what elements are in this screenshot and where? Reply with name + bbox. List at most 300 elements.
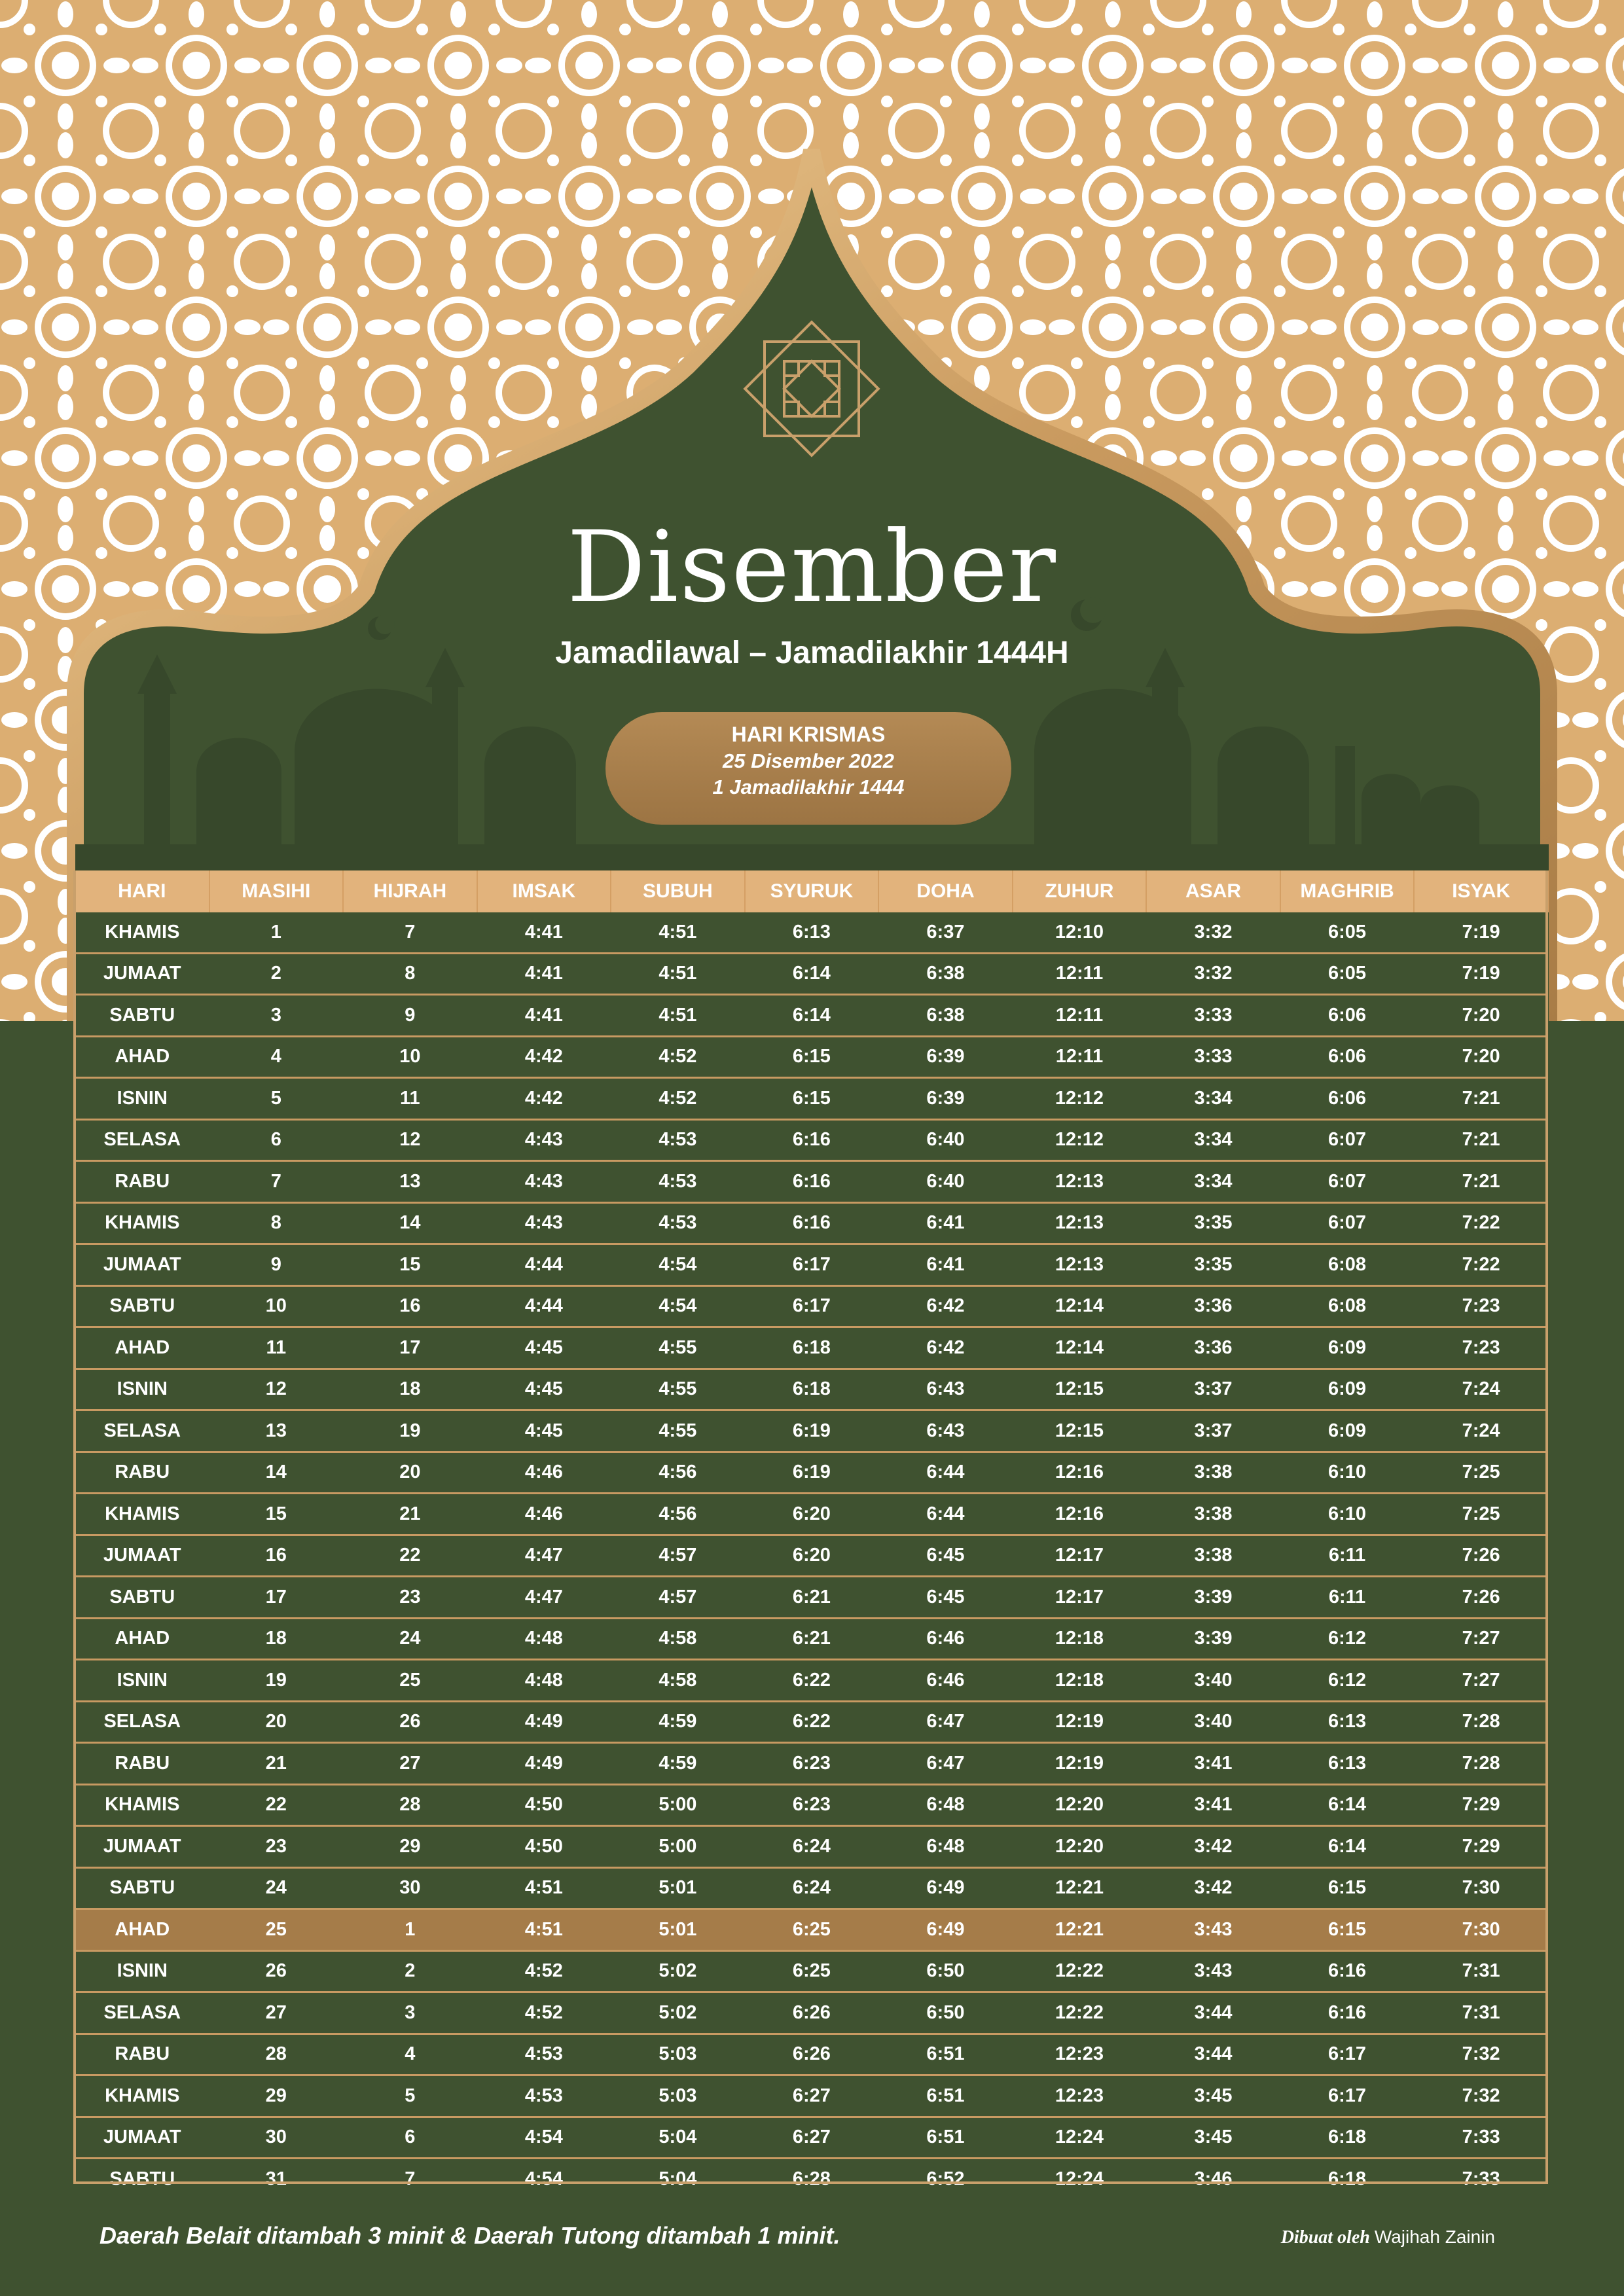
table-cell: 12:24 [1013, 2117, 1147, 2159]
table-cell: SABTU [75, 995, 209, 1037]
table-cell: 4:51 [477, 1867, 611, 1909]
table-cell: 12:13 [1013, 1161, 1147, 1203]
table-cell: 6:06 [1280, 1036, 1415, 1078]
hijri-range: Jamadilawal – Jamadilakhir 1444H [555, 636, 1069, 670]
table-cell: 6:16 [1280, 1950, 1415, 1992]
table-cell: 4:45 [477, 1327, 611, 1369]
table-cell: 6 [209, 1119, 344, 1161]
table-cell: 7:31 [1414, 1992, 1548, 2034]
holiday-hijri-date: 1 Jamadilakhir 1444 [712, 776, 905, 798]
table-cell: 4:46 [477, 1494, 611, 1535]
table-cell: 6:51 [878, 2075, 1013, 2117]
table-cell: 8 [209, 1202, 344, 1244]
table-cell: 4:52 [611, 1078, 745, 1120]
table-cell: 9 [343, 995, 477, 1037]
credit-prefix: Dibuat oleh [1280, 2227, 1370, 2248]
table-cell: 6:27 [745, 2117, 879, 2159]
table-cell: 3:33 [1146, 995, 1280, 1037]
table-cell: 6:08 [1280, 1244, 1415, 1286]
table-cell: SABTU [75, 1577, 209, 1619]
table-cell: 14 [343, 1202, 477, 1244]
table-cell: 3:38 [1146, 1452, 1280, 1494]
table-cell: 4:55 [611, 1327, 745, 1369]
table-cell: 29 [343, 1826, 477, 1868]
table-cell: 6:19 [745, 1410, 879, 1452]
table-cell: 26 [343, 1701, 477, 1743]
table-cell: 7:23 [1414, 1285, 1548, 1327]
table-cell: 12:12 [1013, 1119, 1147, 1161]
table-cell: 6:17 [745, 1244, 879, 1286]
table-cell: 24 [209, 1867, 344, 1909]
table-cell: SABTU [75, 2159, 209, 2199]
table-cell: 3:41 [1146, 1743, 1280, 1785]
table-row [75, 1327, 1548, 1369]
table-cell: 4:52 [611, 1036, 745, 1078]
table-cell: 3:46 [1146, 2159, 1280, 2199]
table-cell: JUMAAT [75, 953, 209, 995]
table-cell: 7:33 [1414, 2117, 1548, 2159]
table-cell: 6:25 [745, 1909, 879, 1951]
table-cell: 6:17 [1280, 2034, 1415, 2075]
table-cell: 28 [209, 2034, 344, 2075]
table-cell: 6:46 [878, 1618, 1013, 1660]
holiday-name: HARI KRISMAS [731, 723, 886, 746]
table-cell: 6:27 [745, 2075, 879, 2117]
table-cell: 6:51 [878, 2117, 1013, 2159]
table-row [75, 1826, 1548, 1868]
table-cell: 7:24 [1414, 1410, 1548, 1452]
table-cell: 12:11 [1013, 995, 1147, 1037]
table-cell: 4:49 [477, 1701, 611, 1743]
table-cell: 4:56 [611, 1452, 745, 1494]
table-cell: 5:03 [611, 2034, 745, 2075]
prayer-times-table [75, 870, 1549, 2199]
table-cell: 4:54 [611, 1244, 745, 1286]
table-cell: 7:19 [1414, 953, 1548, 995]
table-cell: 12:15 [1013, 1410, 1147, 1452]
table-cell: 5:04 [611, 2159, 745, 2199]
table-cell: 6:41 [878, 1202, 1013, 1244]
footer-note: Daerah Belait ditambah 3 minit & Daerah Tutong ditambah 1 minit. [99, 2222, 840, 2249]
table-cell: 4:55 [611, 1369, 745, 1410]
table-cell: AHAD [75, 1618, 209, 1660]
table-row [75, 1535, 1548, 1577]
table-cell: JUMAAT [75, 1535, 209, 1577]
table-row [75, 1119, 1548, 1161]
table-cell: 6:25 [745, 1950, 879, 1992]
table-cell: 6:19 [745, 1452, 879, 1494]
table-cell: 6:05 [1280, 953, 1415, 995]
table-cell: 3:35 [1146, 1202, 1280, 1244]
table-cell: 6:06 [1280, 995, 1415, 1037]
table-row [75, 1452, 1548, 1494]
table-row [75, 2034, 1548, 2075]
table-cell: 4:51 [611, 995, 745, 1037]
table-cell: 3:37 [1146, 1410, 1280, 1452]
table-cell: 6:45 [878, 1577, 1013, 1619]
table-cell: 7:20 [1414, 995, 1548, 1037]
table-cell: 6:18 [1280, 2159, 1415, 2199]
table-cell: 6:15 [745, 1078, 879, 1120]
table-cell: 19 [343, 1410, 477, 1452]
table-cell: 3:38 [1146, 1494, 1280, 1535]
table-cell: 6:11 [1280, 1577, 1415, 1619]
table-cell: 7:30 [1414, 1909, 1548, 1951]
table-cell: 2 [209, 953, 344, 995]
table-cell: 6:44 [878, 1494, 1013, 1535]
table-cell: 6:39 [878, 1078, 1013, 1120]
table-cell: KHAMIS [75, 1202, 209, 1244]
table-cell: 4:58 [611, 1660, 745, 1702]
table-row [75, 1618, 1548, 1660]
month-title: Disember [567, 511, 1057, 624]
table-cell: 6:15 [1280, 1909, 1415, 1951]
table-cell: 7:26 [1414, 1577, 1548, 1619]
table-cell: AHAD [75, 1036, 209, 1078]
table-cell: RABU [75, 1452, 209, 1494]
table-cell: 4:41 [524, 921, 563, 942]
table-cell: 6:26 [745, 2034, 879, 2075]
table-cell: 4:50 [477, 1826, 611, 1868]
table-cell: 4:41 [477, 995, 611, 1037]
table-cell: 6:14 [1280, 1784, 1415, 1826]
table-cell: 12:17 [1013, 1577, 1147, 1619]
table-cell: 6:05 [1328, 921, 1367, 942]
table-cell: 6:14 [745, 953, 879, 995]
table-row [75, 1577, 1548, 1619]
table-cell: 6:16 [745, 1202, 879, 1244]
table-cell: 6:41 [878, 1244, 1013, 1286]
table-cell: 6:52 [878, 2159, 1013, 2199]
table-cell: 4:43 [477, 1161, 611, 1203]
table-cell: 7:27 [1414, 1618, 1548, 1660]
table-cell: KHAMIS [75, 1784, 209, 1826]
table-cell: 4:45 [477, 1410, 611, 1452]
table-row [75, 2075, 1548, 2117]
holiday-gregorian-date: 25 Disember 2022 [723, 749, 894, 772]
table-cell: 8 [343, 953, 477, 995]
table-cell: 6:12 [1280, 1618, 1415, 1660]
table-cell: 6:46 [878, 1660, 1013, 1702]
table-cell: 6:09 [1280, 1410, 1415, 1452]
table-row [75, 1743, 1548, 1785]
table-cell: 12:11 [1013, 1036, 1147, 1078]
column-header-hari: HARI [75, 870, 209, 912]
table-cell: 4:43 [477, 1119, 611, 1161]
table-cell: 6:14 [1280, 1826, 1415, 1868]
table-cell: 6:21 [745, 1618, 879, 1660]
table-cell: 6:20 [745, 1535, 879, 1577]
table-row [75, 1244, 1548, 1286]
table-cell: 6:49 [878, 1867, 1013, 1909]
table-cell: 3:37 [1146, 1369, 1280, 1410]
table-cell: 3:36 [1146, 1327, 1280, 1369]
table-row [75, 1660, 1548, 1702]
table-cell: 7:33 [1414, 2159, 1548, 2199]
table-cell: 7:21 [1414, 1078, 1548, 1120]
column-header-zuhur: ZUHUR [1013, 870, 1147, 912]
table-row [75, 1202, 1548, 1244]
table-cell: 3:32 [1146, 953, 1280, 995]
table-cell: 23 [343, 1577, 477, 1619]
column-header-masihi: MASIHI [209, 870, 344, 912]
table-cell: 6:49 [878, 1909, 1013, 1951]
table-cell: SELASA [75, 1119, 209, 1161]
table-cell: 6:24 [745, 1826, 879, 1868]
table-cell: 12:10 [1055, 921, 1104, 942]
table-cell: 6:12 [1280, 1660, 1415, 1702]
table-body [75, 912, 1548, 2199]
table-cell: 3 [209, 995, 344, 1037]
table-cell: 7:30 [1414, 1867, 1548, 1909]
table-cell: 13 [343, 1161, 477, 1203]
table-cell: 7:27 [1414, 1660, 1548, 1702]
table-cell: 3:40 [1146, 1660, 1280, 1702]
table-cell: 3:34 [1146, 1119, 1280, 1161]
table-cell: 6:07 [1280, 1202, 1415, 1244]
table-cell: 4:51 [611, 953, 745, 995]
table-cell: 7:22 [1414, 1244, 1548, 1286]
table-cell: 11 [343, 1078, 477, 1120]
column-header-imsak: IMSAK [477, 870, 611, 912]
table-cell: 4:45 [477, 1369, 611, 1410]
table-cell: 11 [209, 1327, 344, 1369]
table-cell: 4:51 [659, 921, 697, 942]
table-cell: SABTU [75, 1867, 209, 1909]
column-header-asar: ASAR [1146, 870, 1280, 912]
table-cell: 7:20 [1414, 1036, 1548, 1078]
table-cell: 5:00 [611, 1826, 745, 1868]
table-cell: 12:20 [1013, 1784, 1147, 1826]
table-cell: 6:47 [878, 1743, 1013, 1785]
table-header-row [75, 870, 1548, 912]
table-cell: 30 [343, 1867, 477, 1909]
table-cell: 22 [343, 1535, 477, 1577]
table-cell: 4:48 [477, 1618, 611, 1660]
table-cell: 3:36 [1146, 1285, 1280, 1327]
table-cell: 20 [209, 1701, 344, 1743]
table-cell: 12:19 [1013, 1743, 1147, 1785]
table-cell: 4:50 [477, 1784, 611, 1826]
table-cell: 12:22 [1013, 1950, 1147, 1992]
table-row [75, 1078, 1548, 1120]
table-cell: 3:33 [1146, 1036, 1280, 1078]
table-row [75, 1369, 1548, 1410]
table-cell: 6:22 [745, 1660, 879, 1702]
table-cell: 23 [209, 1826, 344, 1868]
table-cell: 4:52 [477, 1992, 611, 2034]
table-cell: 12:18 [1013, 1660, 1147, 1702]
table-cell: 4 [343, 2034, 477, 2075]
table-cell: 6:24 [745, 1867, 879, 1909]
table-cell: 4:48 [477, 1660, 611, 1702]
table-cell: 15 [209, 1494, 344, 1535]
table-cell: 27 [343, 1743, 477, 1785]
table-cell: 4:53 [477, 2034, 611, 2075]
table-cell: 6:13 [1280, 1701, 1415, 1743]
table-cell: 6:50 [878, 1950, 1013, 1992]
table-cell: 1 [343, 1909, 477, 1951]
table-cell: 3:42 [1146, 1826, 1280, 1868]
table-cell: 27 [209, 1992, 344, 2034]
table-row [75, 1161, 1548, 1203]
table-cell: 2 [343, 1950, 477, 1992]
table-cell: 6:22 [745, 1701, 879, 1743]
table-cell: 5:02 [611, 1950, 745, 1992]
table-cell: 6:40 [878, 1161, 1013, 1203]
table-cell: 4 [209, 1036, 344, 1078]
table-cell: 6:08 [1280, 1285, 1415, 1327]
table-cell: 6:16 [745, 1119, 879, 1161]
table-cell: 25 [343, 1660, 477, 1702]
table-cell: 3:38 [1146, 1535, 1280, 1577]
table-cell: 7:25 [1414, 1494, 1548, 1535]
table-cell: 4:44 [477, 1285, 611, 1327]
table-cell: 4:44 [477, 1244, 611, 1286]
table-cell: 12:23 [1013, 2075, 1147, 2117]
table-cell: SELASA [75, 1410, 209, 1452]
table-cell: 3 [343, 1992, 477, 2034]
table-cell: 17 [343, 1327, 477, 1369]
table-cell: 6:23 [745, 1784, 879, 1826]
table-cell: 12:18 [1013, 1618, 1147, 1660]
table-cell: 4:57 [611, 1535, 745, 1577]
table-cell: 3:32 [1194, 921, 1233, 942]
table-cell: 4:53 [611, 1119, 745, 1161]
table-cell: 4:58 [611, 1618, 745, 1660]
table-cell: 5:00 [611, 1784, 745, 1826]
table-cell: 3:43 [1146, 1909, 1280, 1951]
table-cell: 12:13 [1013, 1244, 1147, 1286]
table-cell: 3:39 [1146, 1618, 1280, 1660]
table-row-highlighted [75, 1909, 1548, 1951]
table-cell: 4:53 [477, 2075, 611, 2117]
table-cell: 6:43 [878, 1410, 1013, 1452]
table-cell: 7 [209, 1161, 344, 1203]
table-cell: 17 [209, 1577, 344, 1619]
table-row [75, 912, 1548, 953]
table-cell: 21 [343, 1494, 477, 1535]
table-cell: 20 [343, 1452, 477, 1494]
table-cell: 6:10 [1280, 1494, 1415, 1535]
table-cell: 7:19 [1462, 921, 1500, 942]
table-cell: 6:17 [745, 1285, 879, 1327]
table-cell: 16 [209, 1535, 344, 1577]
table-cell: 24 [343, 1618, 477, 1660]
table-cell: 4:59 [611, 1701, 745, 1743]
table-cell: 21 [209, 1743, 344, 1785]
table-cell: 12:21 [1013, 1909, 1147, 1951]
table-cell: 16 [343, 1285, 477, 1327]
table-cell: 6:09 [1280, 1369, 1415, 1410]
table-cell: 3:45 [1146, 2117, 1280, 2159]
table-cell: 18 [209, 1618, 344, 1660]
table-cell: 12:16 [1013, 1494, 1147, 1535]
table-cell: ISNIN [75, 1950, 209, 1992]
column-header-doha: DOHA [878, 870, 1013, 912]
table-cell: 4:59 [611, 1743, 745, 1785]
table-cell: 6:43 [878, 1369, 1013, 1410]
table-cell: AHAD [75, 1327, 209, 1369]
table-cell: 29 [209, 2075, 344, 2117]
table-cell: 7 [405, 921, 416, 942]
table-cell: 6:16 [1280, 1992, 1415, 2034]
column-header-subuh: SUBUH [611, 870, 745, 912]
table-cell: 26 [209, 1950, 344, 1992]
table-row [75, 1867, 1548, 1909]
table-cell: ISNIN [75, 1369, 209, 1410]
table-row [75, 1992, 1548, 2034]
table-cell: 12:21 [1013, 1867, 1147, 1909]
table-cell: 5 [209, 1078, 344, 1120]
table-cell: 5:01 [611, 1867, 745, 1909]
table-cell: 7:29 [1414, 1784, 1548, 1826]
table-cell: 12:22 [1013, 1992, 1147, 2034]
table-cell: 6:42 [878, 1285, 1013, 1327]
table-cell: 6 [343, 2117, 477, 2159]
table-cell: 28 [343, 1784, 477, 1826]
credit [1281, 2227, 1495, 2248]
table-cell: 4:53 [611, 1161, 745, 1203]
table-cell: 12:14 [1013, 1285, 1147, 1327]
table-cell: 4:56 [611, 1494, 745, 1535]
table-cell: 3:34 [1146, 1161, 1280, 1203]
table-cell: 5:01 [611, 1909, 745, 1951]
table-cell: 4:47 [477, 1577, 611, 1619]
table-cell: KHAMIS [75, 2075, 209, 2117]
table-cell: 3:41 [1146, 1784, 1280, 1826]
table-row [75, 995, 1548, 1037]
table-cell: 14 [209, 1452, 344, 1494]
table-cell: 12:16 [1013, 1452, 1147, 1494]
table-cell: 6:48 [878, 1826, 1013, 1868]
table-row [75, 1410, 1548, 1452]
table-cell: 12:15 [1013, 1369, 1147, 1410]
table-cell: 4:51 [477, 1909, 611, 1951]
table-cell: 12:13 [1013, 1202, 1147, 1244]
table-row [75, 1701, 1548, 1743]
table-cell: 15 [343, 1244, 477, 1286]
table-cell: 6:10 [1280, 1452, 1415, 1494]
table-row [75, 2159, 1548, 2199]
column-header-syuruk: SYURUK [745, 870, 879, 912]
table-cell: 7:21 [1414, 1119, 1548, 1161]
table-cell: SABTU [75, 1285, 209, 1327]
table-cell: 7:21 [1414, 1161, 1548, 1203]
table-cell: 7:32 [1414, 2034, 1548, 2075]
table-cell: 6:07 [1280, 1161, 1415, 1203]
table-row [75, 1784, 1548, 1826]
column-header-hijrah: HIJRAH [343, 870, 477, 912]
table-cell: 5:03 [611, 2075, 745, 2117]
table-cell: 6:17 [1280, 2075, 1415, 2117]
table-cell: 6:50 [878, 1992, 1013, 2034]
table-cell: 6:48 [878, 1784, 1013, 1826]
table-cell: 6:42 [878, 1327, 1013, 1369]
table-cell: 3:39 [1146, 1577, 1280, 1619]
table-cell: 4:52 [477, 1950, 611, 1992]
table-cell: 1 [270, 921, 281, 942]
table-cell: 6:28 [745, 2159, 879, 2199]
table-cell: 6:20 [745, 1494, 879, 1535]
table-row [75, 1950, 1548, 1992]
table-cell: JUMAAT [75, 1244, 209, 1286]
table-cell: 6:06 [1280, 1078, 1415, 1120]
table-cell: 4:49 [477, 1743, 611, 1785]
table-cell: 7:32 [1414, 2075, 1548, 2117]
table-cell: 6:37 [926, 921, 965, 942]
table-cell: 12:23 [1013, 2034, 1147, 2075]
